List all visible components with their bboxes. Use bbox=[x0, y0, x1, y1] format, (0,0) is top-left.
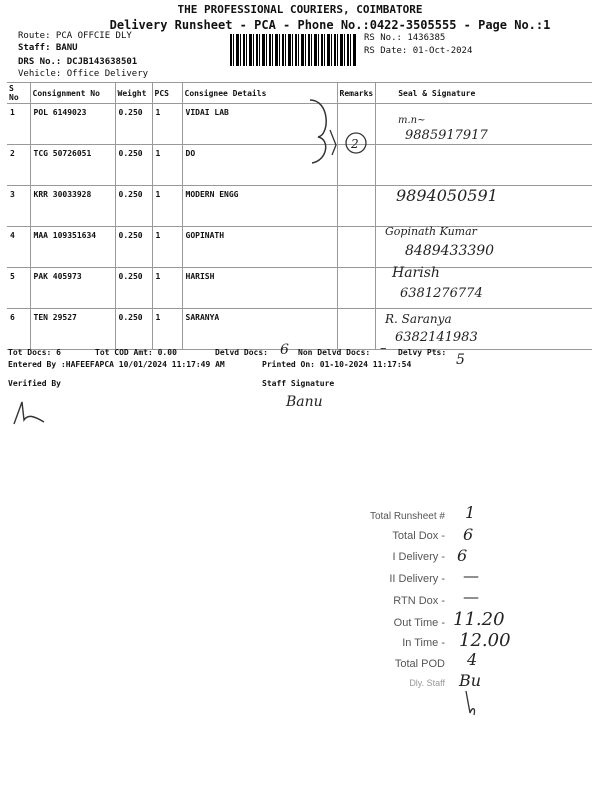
row-remarks bbox=[337, 186, 376, 227]
stamp-value: 1 bbox=[465, 503, 476, 522]
table-row bbox=[7, 268, 592, 309]
row-remarks bbox=[337, 268, 376, 309]
delvy-pts: Delvy Pts: bbox=[398, 348, 447, 357]
route-label: Route: PCA OFFCIE DLY bbox=[18, 31, 132, 41]
stamp-value: — bbox=[463, 566, 479, 585]
row-weight: 0.250 bbox=[115, 186, 152, 227]
stamp-value: — bbox=[463, 587, 479, 606]
row-consignee: VIDAI LAB bbox=[182, 104, 337, 145]
row-consignee: HARISH bbox=[182, 268, 337, 309]
sig-row6-phone: 6382141983 bbox=[395, 330, 478, 345]
stamp-label: Total Dox - bbox=[392, 530, 445, 542]
stamp-value: 12.00 bbox=[459, 630, 511, 651]
row-consignment: POL 6149023 bbox=[30, 104, 115, 145]
table-row bbox=[7, 309, 592, 350]
row-consignee: SARANYA bbox=[182, 309, 337, 350]
barcode-image bbox=[230, 34, 356, 66]
col-weight: Weight bbox=[115, 83, 152, 104]
row-remarks bbox=[337, 309, 376, 350]
row-consignee: DO bbox=[182, 145, 337, 186]
row-pcs: 1 bbox=[152, 104, 182, 145]
row-pcs: 1 bbox=[152, 227, 182, 268]
col-signature: Seal & Signature bbox=[376, 83, 592, 104]
table-row bbox=[7, 227, 592, 268]
row-sno: 2 bbox=[7, 145, 30, 186]
row-remarks bbox=[337, 227, 376, 268]
row-pcs: 1 bbox=[152, 145, 182, 186]
non-delvd-hw: – bbox=[380, 341, 387, 356]
row-sno: 5 bbox=[7, 268, 30, 309]
sig-row6-name: R. Saranya bbox=[385, 312, 452, 326]
col-consignee: Consignee Details bbox=[182, 83, 337, 104]
stamp-label: Dly. Staff bbox=[409, 678, 445, 688]
office-stamp bbox=[335, 503, 595, 733]
verified-signature-icon bbox=[8, 398, 48, 430]
row-sno: 3 bbox=[7, 186, 30, 227]
sig-row5-name: Harish bbox=[392, 265, 440, 281]
tot-docs: Tot Docs: 6 bbox=[8, 348, 61, 357]
staff-label: Staff: BANU bbox=[18, 43, 78, 53]
stamp-value: Bu bbox=[459, 671, 482, 690]
row-weight: 0.250 bbox=[115, 104, 152, 145]
stamp-value: 6 bbox=[457, 546, 468, 565]
col-remarks: Remarks bbox=[337, 83, 376, 104]
stamp-label: I Delivery - bbox=[392, 551, 445, 563]
row-sno: 1 bbox=[7, 104, 30, 145]
staff-signature-hw: Banu bbox=[286, 394, 323, 410]
sig-row3-phone: 9894050591 bbox=[396, 186, 498, 205]
row-consignment: MAA 109351634 bbox=[30, 227, 115, 268]
row-weight: 0.250 bbox=[115, 227, 152, 268]
delvy-pts-hw: 5 bbox=[456, 352, 465, 368]
verified-by-label: Verified By bbox=[8, 379, 61, 388]
row-sno: 4 bbox=[7, 227, 30, 268]
row-consignment: KRR 30033928 bbox=[30, 186, 115, 227]
table-row bbox=[7, 186, 592, 227]
stamp-label: RTN Dox - bbox=[393, 595, 445, 607]
row-weight: 0.250 bbox=[115, 268, 152, 309]
stamp-label: II Delivery - bbox=[389, 573, 445, 585]
row-pcs: 1 bbox=[152, 268, 182, 309]
sig-row1-phone: 9885917917 bbox=[405, 128, 488, 143]
staff-signature-label: Staff Signature bbox=[262, 379, 335, 388]
row-weight: 0.250 bbox=[115, 309, 152, 350]
row-consignment: TCG 50726051 bbox=[30, 145, 115, 186]
stamp-label: Total POD bbox=[394, 658, 445, 670]
row-pcs: 1 bbox=[152, 309, 182, 350]
entered-by: Entered By :HAFEEFAPCA 10/01/2024 11:17:49 AM bbox=[8, 360, 225, 369]
sig-row5-phone: 6381276774 bbox=[400, 286, 483, 301]
rs-number: RS No.: 1436385 bbox=[364, 33, 446, 43]
stamp-value: 6 bbox=[463, 525, 474, 544]
non-delvd-docs: Non Delvd Docs: bbox=[298, 348, 371, 357]
col-sno: S No bbox=[7, 83, 30, 104]
printed-on: Printed On: 01-10-2024 11:17:54 bbox=[262, 360, 412, 369]
stamp-label: In Time - bbox=[402, 637, 445, 649]
stamp-value: 11.20 bbox=[453, 609, 505, 630]
row-consignment: PAK 405973 bbox=[30, 268, 115, 309]
stamp-signature-icon bbox=[460, 689, 480, 719]
stamp-label: Total Runsheet # bbox=[369, 511, 445, 522]
sig-row4-phone: 8489433390 bbox=[405, 243, 495, 259]
rs-date: RS Date: 01-Oct-2024 bbox=[364, 46, 473, 56]
col-consignment: Consignment No bbox=[30, 83, 115, 104]
stamp-value: 4 bbox=[467, 650, 478, 669]
drs-label: DRS No.: DCJB143638501 bbox=[18, 57, 138, 67]
runsheet-title: Delivery Runsheet - PCA - Phone No.:0422-3505555 - Page No.:1 bbox=[109, 18, 551, 32]
bracket-scribble-icon bbox=[300, 95, 380, 170]
row-signature bbox=[376, 145, 592, 186]
remark-mark: 2 bbox=[351, 137, 359, 151]
row-consignee: MODERN ENGG bbox=[182, 186, 337, 227]
sig-row1-scribble: m.n~ bbox=[398, 115, 426, 126]
row-consignee: GOPINATH bbox=[182, 227, 337, 268]
company-title: THE PROFESSIONAL COURIERS, COIMBATORE bbox=[177, 3, 423, 16]
tot-cod: Tot COD Amt: 0.00 bbox=[95, 348, 177, 357]
sig-row4-name: Gopinath Kumar bbox=[385, 225, 477, 238]
delvd-docs: Delvd Docs: bbox=[215, 348, 268, 357]
col-pcs: PCS bbox=[152, 83, 182, 104]
stamp-label: Out Time - bbox=[393, 617, 445, 629]
vehicle-label: Vehicle: Office Delivery bbox=[18, 69, 149, 79]
row-pcs: 1 bbox=[152, 186, 182, 227]
row-consignment: TEN 29527 bbox=[30, 309, 115, 350]
row-weight: 0.250 bbox=[115, 145, 152, 186]
row-sno: 6 bbox=[7, 309, 30, 350]
delvd-docs-hw: 6 bbox=[280, 342, 289, 358]
